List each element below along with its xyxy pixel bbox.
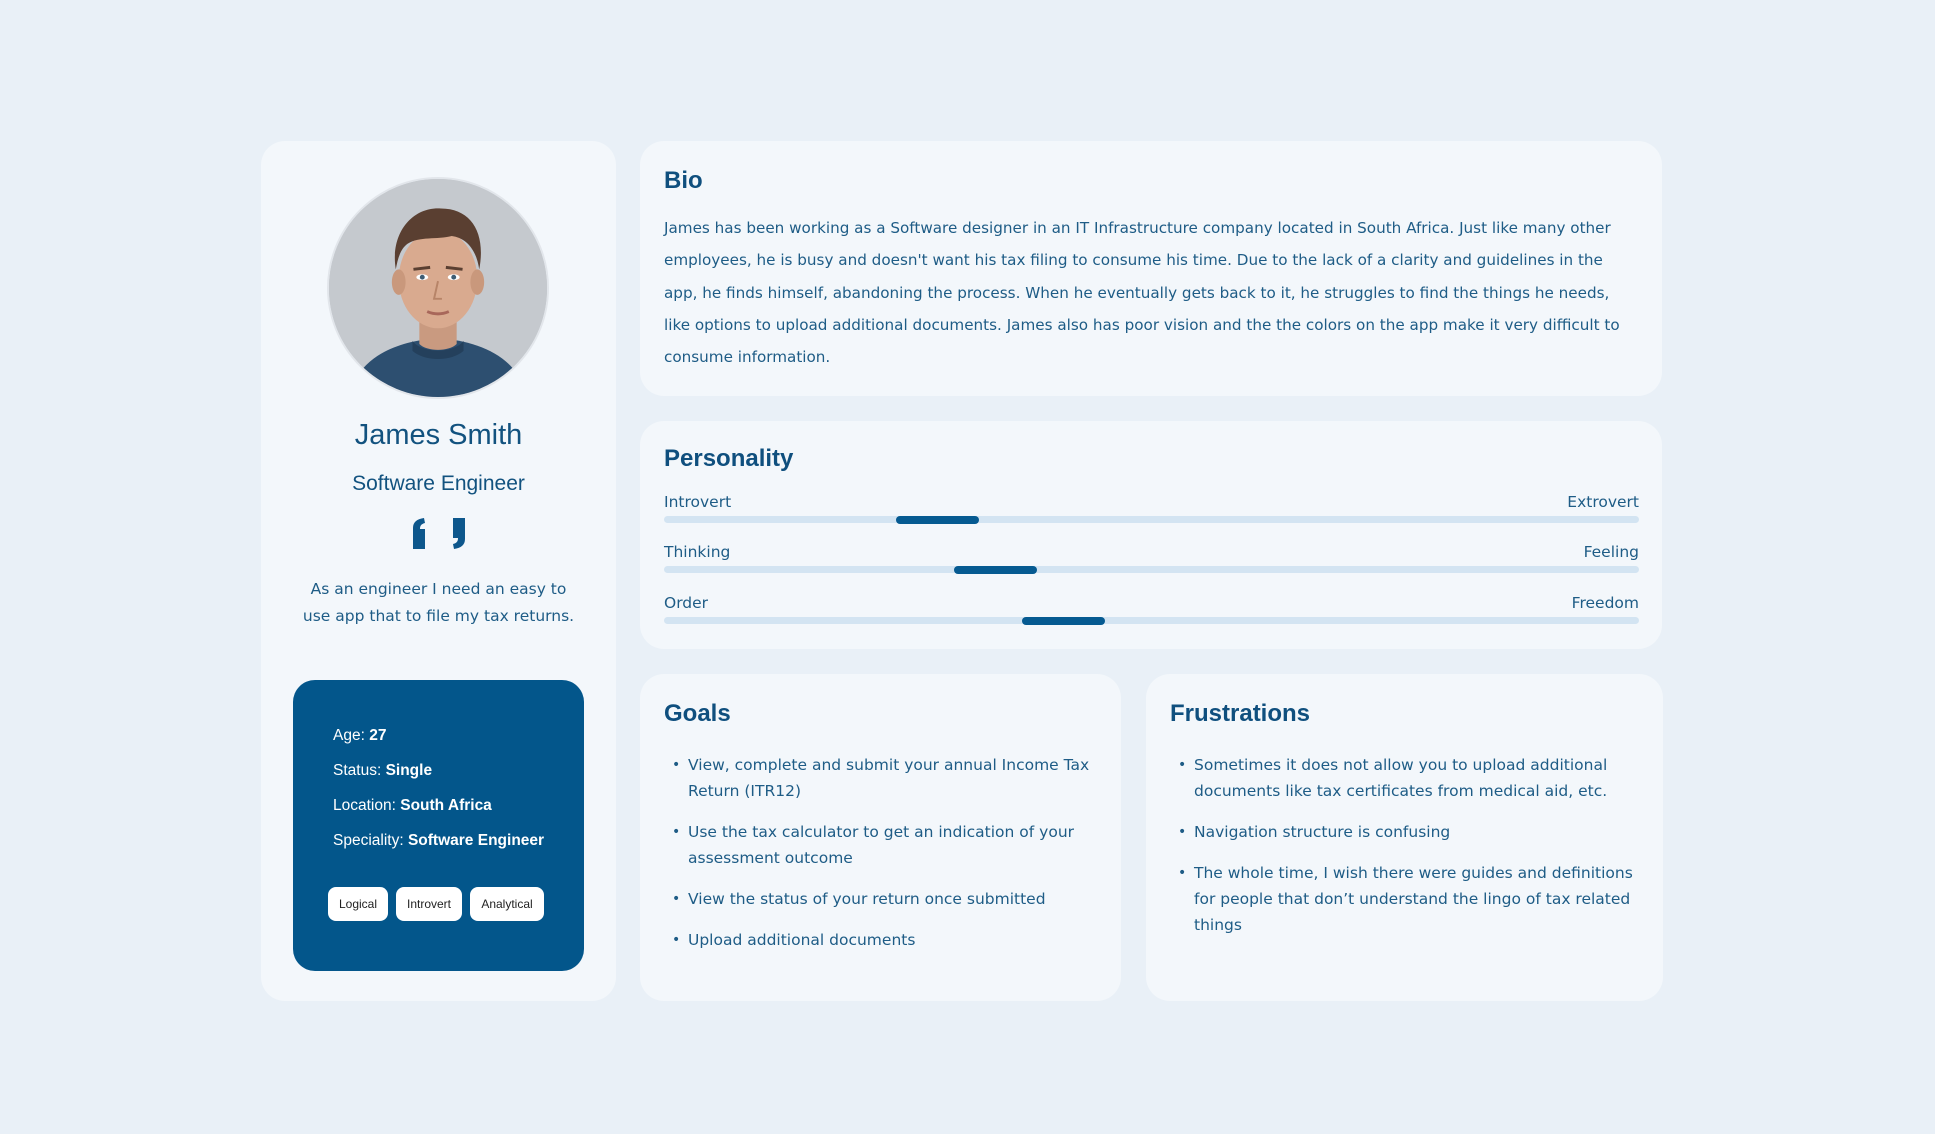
list-item: • Upload additional documents xyxy=(664,927,1094,953)
trait-order-freedom xyxy=(664,594,1639,630)
bullet-icon: • xyxy=(672,891,681,907)
bullet-icon: • xyxy=(1178,757,1187,773)
list-item: • View the status of your return once submitted xyxy=(664,886,1094,912)
profile-card xyxy=(261,141,616,1001)
bio-text: James has been working as a Software designer in an IT Infrastructure company located in South Africa. Just like many other employees, he is busy and doesn't want his tax filing to consume his time. Due to the lack of a clarity and guidelines in the app, he finds himself, abandoning the process. When he eventually gets back to it, he struggles to find the things he needs, like options to upload additional documents. James also has poor vision and the the colors on the app make it very difficult to consume information. xyxy=(664,219,1620,367)
avatar xyxy=(327,177,549,399)
goals-list xyxy=(664,752,1094,968)
tag-logical: Logical xyxy=(328,887,388,921)
trait-track xyxy=(664,617,1639,624)
bullet-icon: • xyxy=(672,932,681,948)
list-item: • Navigation structure is confusing xyxy=(1170,819,1640,845)
trait-indicator xyxy=(954,566,1037,574)
personality-title: Personality xyxy=(664,445,794,472)
tag-analytical: Analytical xyxy=(470,887,544,921)
trait-indicator xyxy=(1022,617,1105,625)
info-location: Location: South Africa xyxy=(333,797,492,814)
trait-right-label: Feeling xyxy=(1583,543,1639,561)
list-item: • The whole time, I wish there were guides and definitions for people that don’t understand the lingo of tax related things xyxy=(1170,860,1640,938)
trait-track xyxy=(664,566,1639,573)
persona-name: James Smith xyxy=(354,419,523,451)
frustrations-card xyxy=(1146,674,1663,1001)
trait-right-label: Extrovert xyxy=(1567,493,1639,511)
frustrations-list xyxy=(1170,752,1640,953)
bullet-icon: • xyxy=(672,824,681,840)
trait-thinking-feeling xyxy=(664,543,1639,579)
bullet-icon: • xyxy=(672,757,681,773)
goals-title: Goals xyxy=(664,700,731,727)
bio-title: Bio xyxy=(664,167,703,194)
list-item: • View, complete and submit your annual Income Tax Return (ITR12) xyxy=(664,752,1094,804)
frustrations-title: Frustrations xyxy=(1170,700,1311,727)
trait-left-label: Introvert xyxy=(664,493,732,511)
list-item: • Use the tax calculator to get an indication of your assessment outcome xyxy=(664,819,1094,871)
trait-left-label: Thinking xyxy=(664,543,731,561)
personality-card xyxy=(640,421,1662,649)
info-speciality: Speciality: Software Engineer xyxy=(333,832,545,849)
bullet-icon: • xyxy=(1178,824,1187,840)
tag-introvert: Introvert xyxy=(396,887,462,921)
goals-card xyxy=(640,674,1121,1001)
persona-quote: As an engineer I need an easy to use app that to file my tax returns. xyxy=(302,580,575,625)
trait-left-label: Order xyxy=(664,594,709,612)
bio-card xyxy=(640,141,1662,396)
trait-tags xyxy=(328,887,544,921)
persona-role: Software Engineer xyxy=(352,472,525,495)
quote-icon xyxy=(411,518,467,552)
info-age: Age: 27 xyxy=(333,727,387,744)
info-status: Status: Single xyxy=(333,762,433,779)
trait-introvert-extrovert xyxy=(664,493,1639,529)
trait-track xyxy=(664,516,1639,523)
info-box xyxy=(293,680,584,971)
person-photo xyxy=(329,179,547,397)
trait-indicator xyxy=(896,516,979,524)
list-item: • Sometimes it does not allow you to upload additional documents like tax certificates from medical aid, etc. xyxy=(1170,752,1640,804)
bullet-icon: • xyxy=(1178,865,1187,881)
trait-right-label: Freedom xyxy=(1571,594,1639,612)
